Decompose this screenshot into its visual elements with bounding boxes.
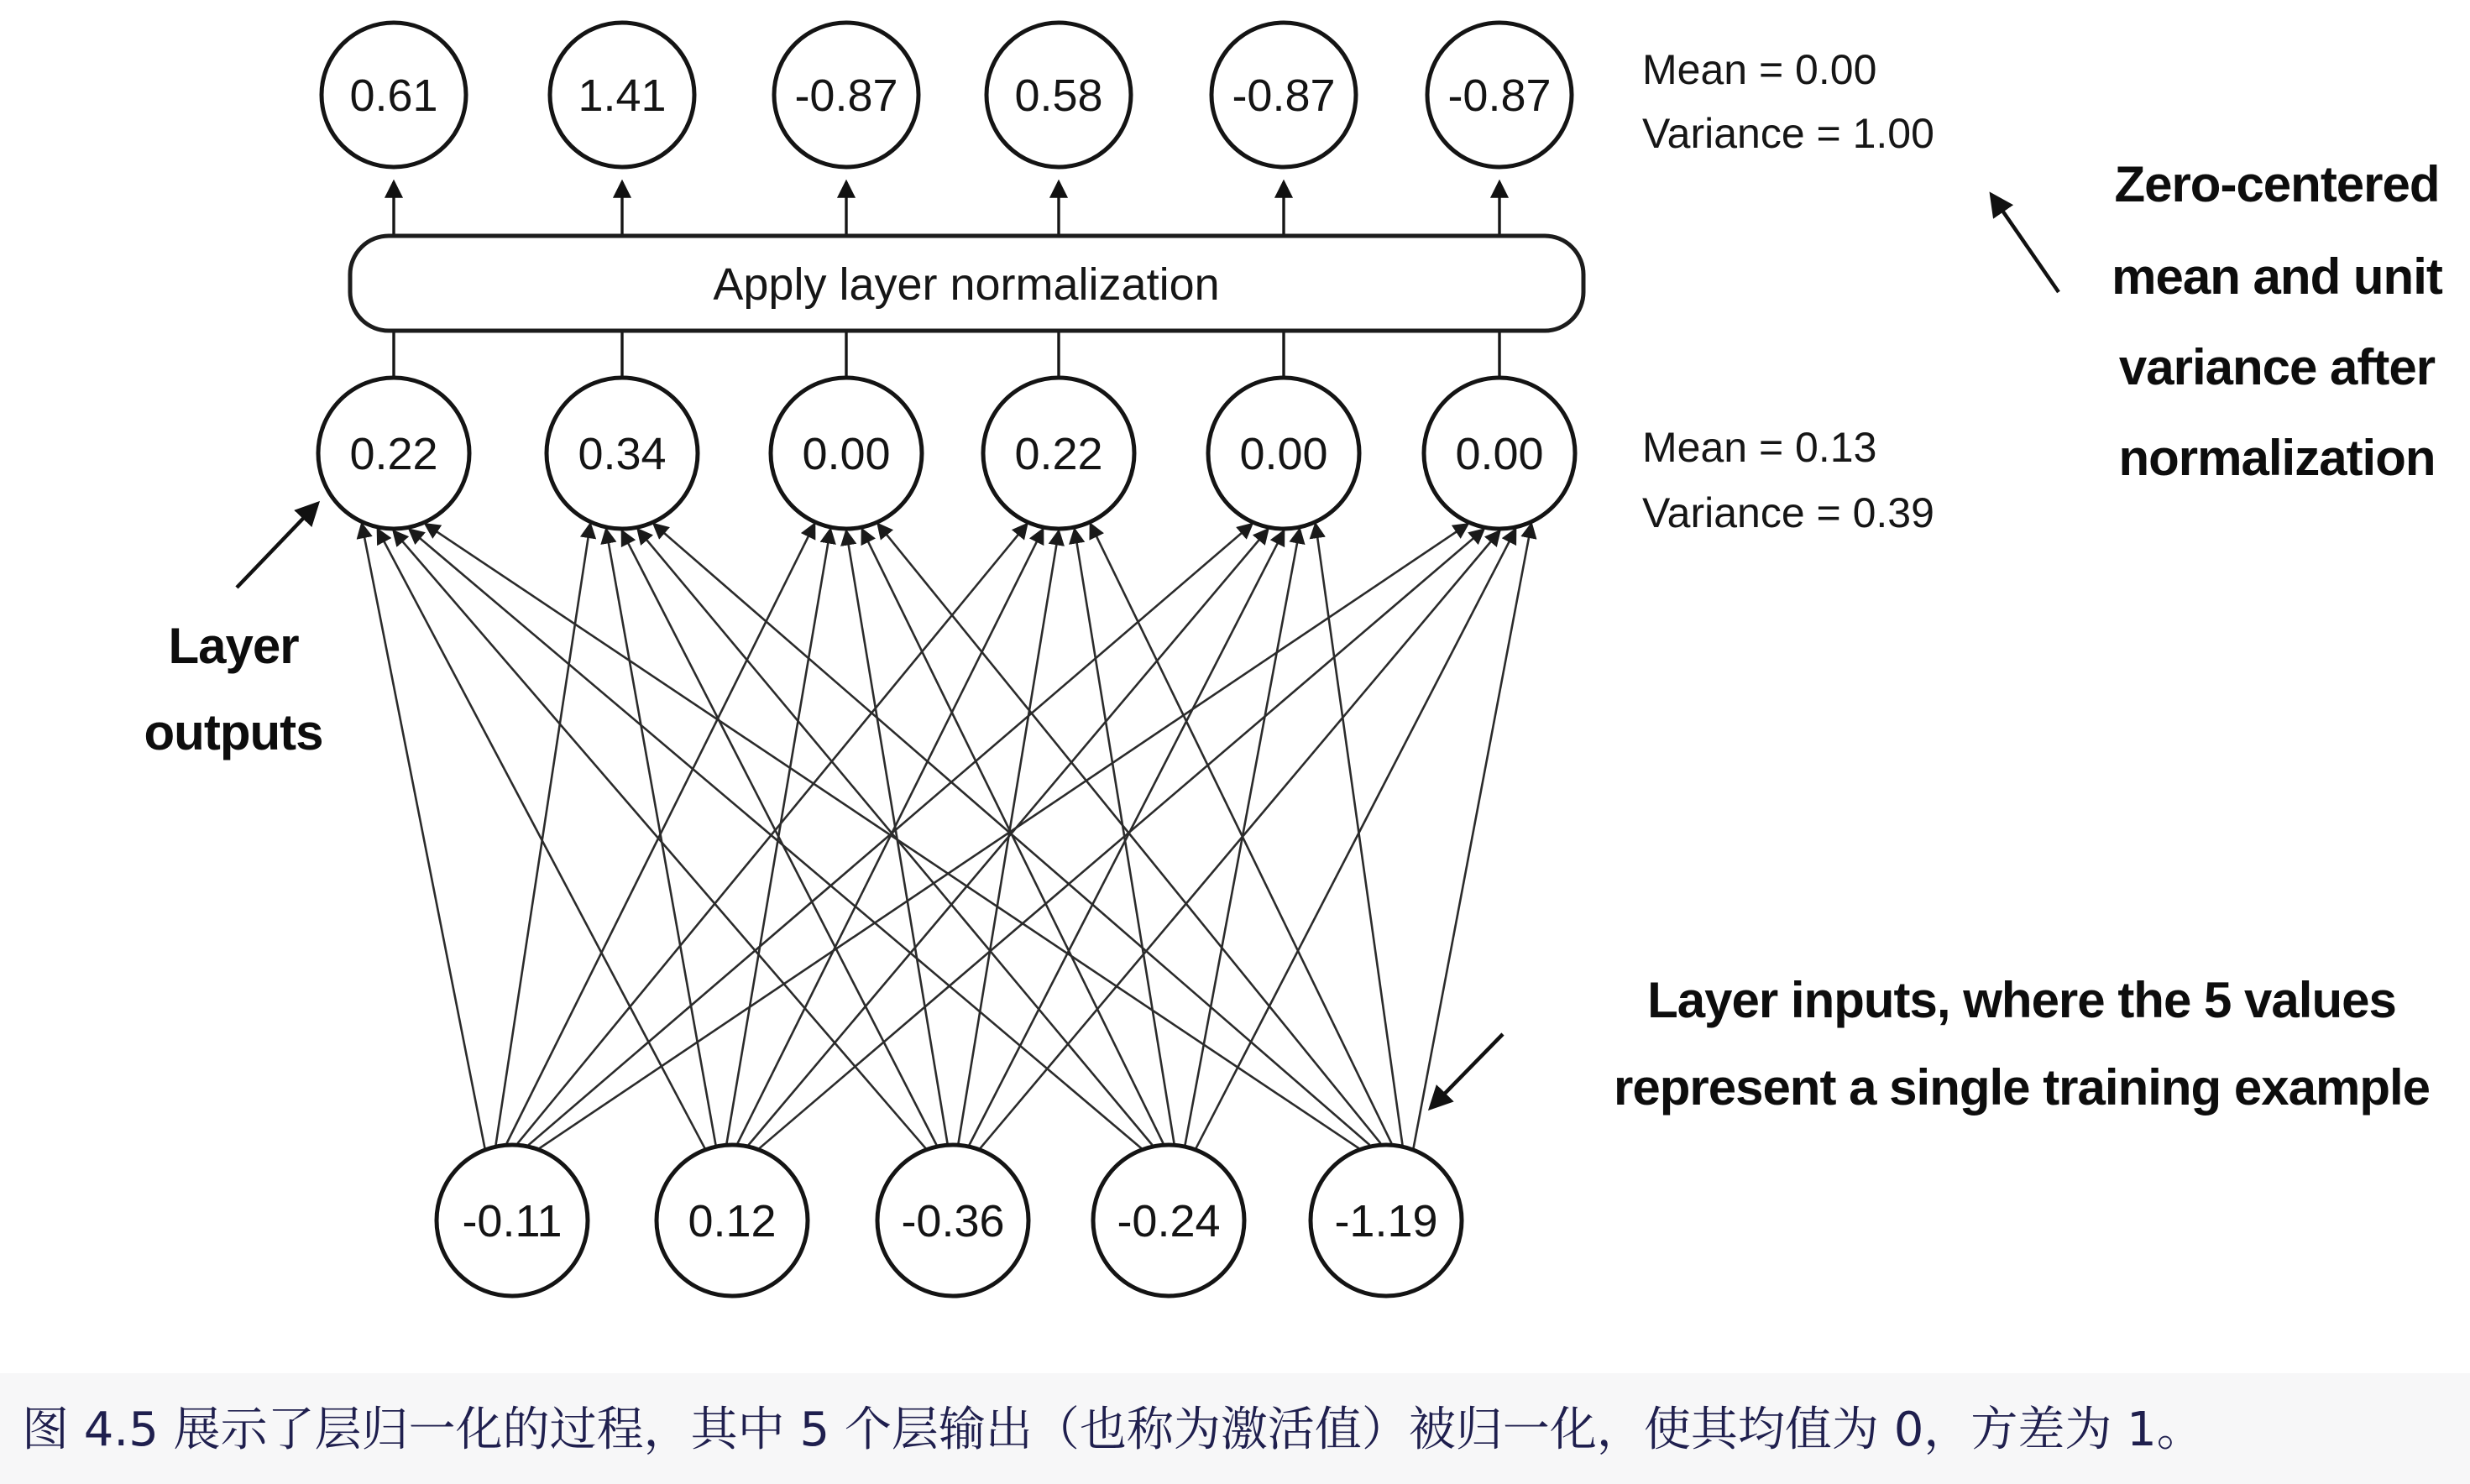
- connection-line: [1075, 530, 1175, 1143]
- stats-after-normalization: [1642, 46, 1934, 157]
- input-node: [1093, 1145, 1244, 1296]
- normalized-node-value: 0.61: [349, 71, 438, 121]
- variance-after-label: Variance = 1.00: [1642, 110, 1934, 157]
- layer-inputs-line2: represent a single training example: [1613, 1059, 2431, 1116]
- connection-line: [1091, 525, 1392, 1144]
- normalized-node: [322, 23, 466, 167]
- connection-line: [410, 530, 1142, 1148]
- normalized-node-value: -0.87: [1232, 71, 1336, 121]
- connection-line: [518, 525, 1028, 1144]
- input-nodes: [437, 1145, 1462, 1296]
- layer-inputs-line1: Layer inputs, where the 5 values: [1647, 972, 2396, 1028]
- connection-line: [846, 531, 948, 1143]
- layer-output-node-value: 0.22: [1014, 429, 1103, 479]
- layer-output-node-value: 0.00: [802, 429, 891, 479]
- normalized-node: [1211, 23, 1356, 167]
- normalized-node-value: -0.87: [794, 71, 898, 121]
- normalized-annotation-line3: variance after: [2118, 339, 2436, 395]
- normalized-annotation: [2112, 156, 2443, 486]
- layer-output-nodes: [318, 378, 1575, 529]
- layer-output-node: [1208, 378, 1359, 529]
- layer-output-node-value: 0.22: [349, 429, 438, 479]
- input-output-connections: [362, 525, 1531, 1148]
- layer-outputs-line1: Layer: [168, 618, 299, 674]
- connection-line: [378, 530, 705, 1148]
- normalized-node: [986, 23, 1131, 167]
- connection-line: [878, 525, 1381, 1144]
- normalized-node: [1427, 23, 1572, 167]
- connection-line: [606, 530, 716, 1145]
- connection-line: [496, 525, 591, 1146]
- input-node-value: -1.19: [1334, 1196, 1438, 1246]
- normalized-annotation-line1: Zero-centered: [2114, 156, 2440, 212]
- normalized-annotation-line2: mean and unit: [2112, 248, 2442, 305]
- connection-line: [738, 530, 1044, 1143]
- connection-line: [981, 531, 1500, 1148]
- layer-inputs-arrow: [1431, 1034, 1503, 1108]
- layer-output-node-value: 0.34: [578, 429, 667, 479]
- variance-before-label: Variance = 0.39: [1642, 489, 1934, 536]
- input-node: [877, 1145, 1028, 1296]
- layer-outputs-annotation: [144, 618, 323, 760]
- layer-output-node: [1424, 378, 1575, 529]
- layer-output-node: [318, 378, 469, 529]
- normalized-annotation-line4: normalization: [2118, 430, 2436, 486]
- layer-inputs-annotation: [1614, 972, 2430, 1116]
- connection-line: [959, 531, 1060, 1143]
- layer-outputs-line2: outputs: [144, 704, 323, 760]
- normalized-output-nodes: [322, 23, 1572, 167]
- layer-output-node: [983, 378, 1134, 529]
- normalized-annotation-arrow: [1991, 195, 2059, 292]
- connection-line: [426, 525, 1359, 1148]
- connection-line: [654, 525, 1370, 1146]
- input-node: [657, 1145, 808, 1296]
- connection-line: [1414, 525, 1532, 1148]
- normalized-node-value: -0.87: [1447, 71, 1552, 121]
- input-node-value: -0.11: [462, 1196, 563, 1246]
- figure-caption: 图 4.5 展示了层归一化的过程，其中 5 个层输出（也称为激活值）被归一化，使其均值为 0，方差为 1。: [22, 1403, 2204, 1457]
- input-node: [437, 1145, 588, 1296]
- layer-outputs-arrow: [237, 504, 317, 588]
- layer-output-node-value: 0.00: [1239, 429, 1328, 479]
- layer-output-node: [547, 378, 698, 529]
- input-node-value: -0.36: [901, 1196, 1005, 1246]
- input-node-value: 0.12: [688, 1196, 777, 1246]
- normalized-node-value: 0.58: [1014, 71, 1103, 121]
- connection-line: [760, 530, 1484, 1148]
- layer-output-node-value: 0.00: [1455, 429, 1544, 479]
- normalized-node-value: 1.41: [578, 71, 667, 121]
- mean-after-label: Mean = 0.00: [1642, 46, 1877, 93]
- mean-before-label: Mean = 0.13: [1642, 424, 1877, 471]
- connection-line: [394, 531, 926, 1148]
- apply-layer-normalization-label: Apply layer normalization: [713, 259, 1220, 310]
- input-node: [1311, 1145, 1462, 1296]
- normalized-node: [774, 23, 918, 167]
- input-node-value: -0.24: [1117, 1196, 1221, 1246]
- normalized-node: [550, 23, 694, 167]
- layer-output-node: [771, 378, 922, 529]
- stats-before-normalization: [1642, 424, 1934, 536]
- connection-line: [1316, 525, 1403, 1146]
